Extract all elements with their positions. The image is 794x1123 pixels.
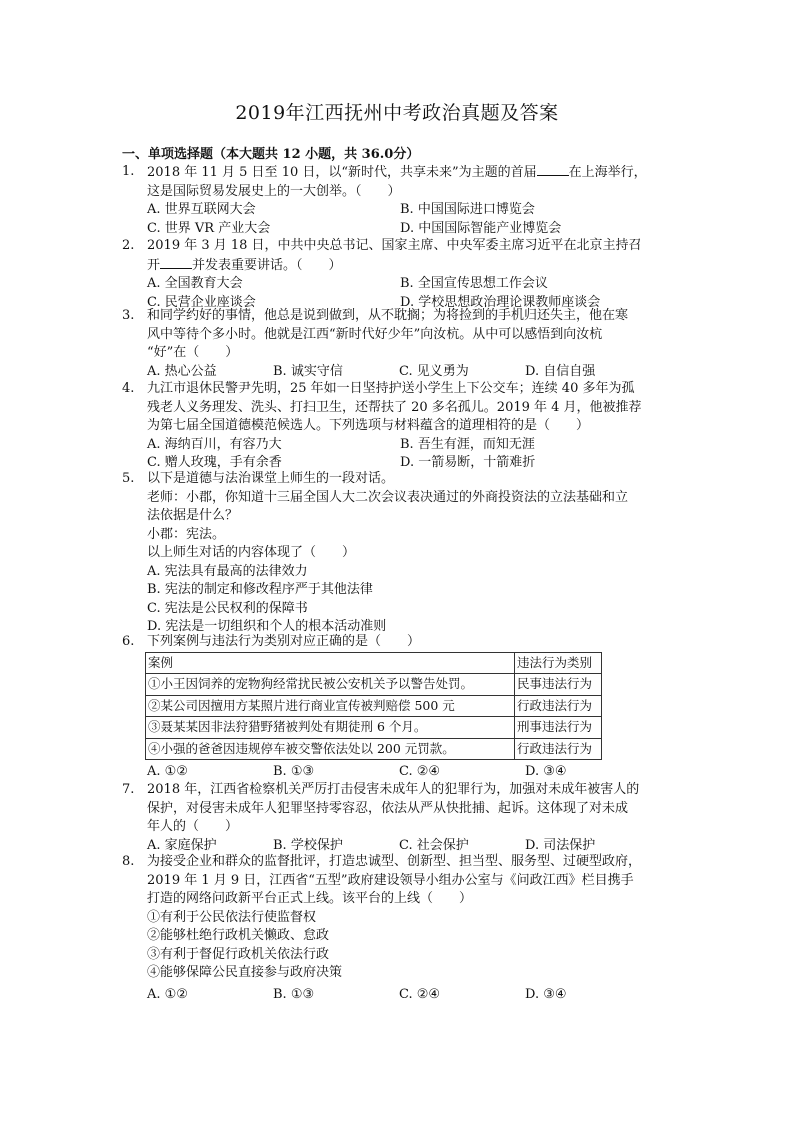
question-text: 以上师生对话的内容体现了（ ）	[147, 545, 356, 560]
option-a: A. 全国教育大会	[147, 276, 243, 291]
option-c: C. 赠人玫瑰，手有余香	[147, 455, 282, 470]
option-d: D. 司法保护	[525, 837, 596, 853]
question-text: 法依据是什么？	[147, 508, 239, 523]
question-text: 风中等待个多小时。他就是江西“新时代好少年”向汝杭。从中可以感悟到向汝杭	[147, 326, 603, 342]
option-a: A. 宪法具有最高的法律效力	[147, 563, 308, 579]
fill-blank	[160, 256, 192, 269]
question-8	[122, 853, 667, 1004]
section-heading: 一、单项选择题（本大题共 12 小题，共 36.0分）	[122, 147, 420, 162]
option-d: D. ③④	[525, 986, 567, 1002]
table-cell: 行政违法行为	[515, 738, 602, 760]
option-a: A. ①②	[147, 764, 188, 779]
option-d: D. 自信自强	[525, 363, 596, 379]
question-text: 以下是道德与法治课堂上师生的一段对话。	[147, 471, 395, 486]
option-c: C. ②④	[399, 986, 441, 1002]
question-number: 3.	[122, 308, 135, 323]
option-d: D. 一箭易断，十箭难折	[400, 455, 536, 470]
option-c: C. 宪法是公民权利的保障书	[147, 600, 308, 616]
table-cell: 行政违法行为	[515, 695, 602, 717]
question-number: 1.	[122, 164, 135, 179]
statement-3: ③有利于督促行政机关依法行政	[147, 946, 330, 962]
question-number: 5.	[122, 471, 135, 486]
question-7	[122, 781, 667, 855]
option-d: D. 中国国际智能产业博览会	[400, 220, 562, 236]
statement-1: ①有利于公民依法行使监督权	[147, 909, 317, 925]
option-a: A. 海纳百川，有容乃大	[147, 436, 282, 452]
option-c: C. 社会保护	[399, 837, 469, 853]
question-6	[122, 633, 667, 782]
question-text: 和同学约好的事情，他总是说到做到，从不耽搁；为将捡到的手机归还失主，他在寒	[147, 308, 629, 323]
option-d: D. ③④	[525, 764, 567, 779]
option-b: B. ①③	[273, 764, 315, 779]
table-header: 违法行为类别	[515, 652, 602, 674]
option-b: B. ①③	[273, 986, 315, 1002]
question-number: 7.	[122, 782, 135, 797]
option-b: B. 宪法的制定和修改程序严于其他法律	[147, 582, 373, 597]
question-text: 年人的（ ）	[147, 819, 239, 834]
option-a: A. 家庭保护	[147, 837, 217, 853]
question-text: 为接受企业和群众的监督批评，打造忠诚型、创新型、担当型、服务型、过硬型政府，	[147, 854, 642, 869]
question-3	[122, 307, 667, 381]
option-c: C. 民营企业座谈会	[147, 294, 256, 310]
question-text: 残老人义务理发、洗头、打扫卫生，还帮扶了 20 多名孤儿。2019 年 4 月，他被推荐	[147, 399, 642, 415]
option-a: A. 世界互联网大会	[147, 202, 256, 217]
fill-blank	[537, 163, 569, 176]
option-d: D. 学校思想政治理论课教师座谈会	[400, 294, 601, 310]
question-text: 在上海举行，	[568, 165, 647, 180]
question-text: 九江市退休民警尹先明，25 年如一日坚持护送小学生上下公交车；连续 40 多年为孤	[147, 381, 635, 396]
option-c: C. 见义勇为	[399, 363, 469, 379]
table-header: 案例	[146, 652, 515, 674]
table-header-row	[146, 652, 602, 674]
option-b: B. 吾生有涯，而知无涯	[400, 436, 535, 452]
statement-2: ②能够杜绝行政机关懒政、怠政	[147, 928, 330, 943]
table-cell: ①小王因饲养的宠物狗经常扰民被公安机关予以警告处罚。	[146, 674, 515, 696]
table-cell: 刑事违法行为	[515, 717, 602, 739]
table-cell: 民事违法行为	[515, 674, 602, 696]
option-b: B. 全国宣传思想工作会议	[400, 276, 548, 291]
question-text: “好”在（ ）	[147, 345, 239, 360]
option-c: C. ②④	[399, 764, 441, 779]
table-row	[146, 717, 602, 739]
question-text: 为第七届全国道德模范候选人。下列选项与材料蕴含的道理相符的是（ ）	[147, 418, 590, 433]
table-cell: ③聂某某因非法狩猎野猪被判处有期徒刑 6 个月。	[146, 717, 515, 739]
option-d: D. 宪法是一切组织和个人的根本活动准则	[147, 619, 387, 634]
question-text: 2019 年 3 月 18 日，中共中央总书记、国家主席、中央军委主席习近平在北京主持召	[147, 238, 642, 253]
option-a: A. 热心公益	[147, 363, 217, 379]
question-text: 并发表重要讲话。（ ）	[192, 257, 342, 273]
question-text: 2019 年 1 月 9 日，江西省“五型”政府建设领导小组办公室与《问政江西》栏目携手	[147, 872, 634, 888]
question-2	[122, 237, 667, 312]
question-text: 下列案例与违法行为类别对应正确的是（ ）	[147, 634, 421, 649]
question-text: 打造的网络问政新平台正式上线。该平台的上线（ ）	[147, 891, 473, 906]
question-number: 4.	[122, 381, 135, 396]
table-cell: ④小强的爸爸因违规停车被交警依法处以 200 元罚款。	[146, 738, 515, 760]
question-number: 2.	[122, 238, 135, 253]
question-1	[122, 163, 667, 238]
question-text: 2018 年，江西省检察机关严厉打击侵害未成年人的犯罪行为，加强对未成年被害人的	[147, 782, 640, 797]
question-text: 开	[147, 257, 161, 273]
question-text: 保护，对侵害未成年人犯罪坚持零容忍，依法从严从快批捕、起诉。这体现了对未成	[147, 800, 629, 816]
option-c: C. 世界 VR 产业大会	[147, 220, 271, 236]
table-row	[146, 674, 602, 696]
option-b: B. 中国国际进口博览会	[400, 202, 535, 217]
question-text: 这是国际贸易发展史上的一大创举。（ ）	[147, 183, 401, 199]
table-row	[146, 695, 602, 717]
question-5	[122, 470, 667, 637]
option-a: A. ①②	[147, 986, 188, 1002]
question-text: 小郡：宪法。	[147, 526, 226, 542]
case-table	[145, 652, 602, 761]
question-text: 老师：小郡，你知道十三届全国人大二次会议表决通过的外商投资法的立法基础和立	[147, 489, 629, 505]
statement-4: ④能够保障公民直接参与政府决策	[147, 965, 343, 980]
table-cell: ②某公司因擅用方某照片进行商业宣传被判赔偿 500 元	[146, 695, 515, 717]
page-title: 2019年江西抚州中考政治真题及答案	[235, 102, 559, 124]
question-number: 6.	[122, 634, 135, 649]
question-text: 2018 年 11 月 5 日至 10 日，以“新时代，共享未来”为主题的首届	[147, 165, 537, 180]
table-row	[146, 738, 602, 760]
option-b: B. 学校保护	[273, 837, 343, 853]
question-4	[122, 380, 667, 473]
question-number: 8.	[122, 854, 135, 869]
option-b: B. 诚实守信	[273, 363, 343, 379]
